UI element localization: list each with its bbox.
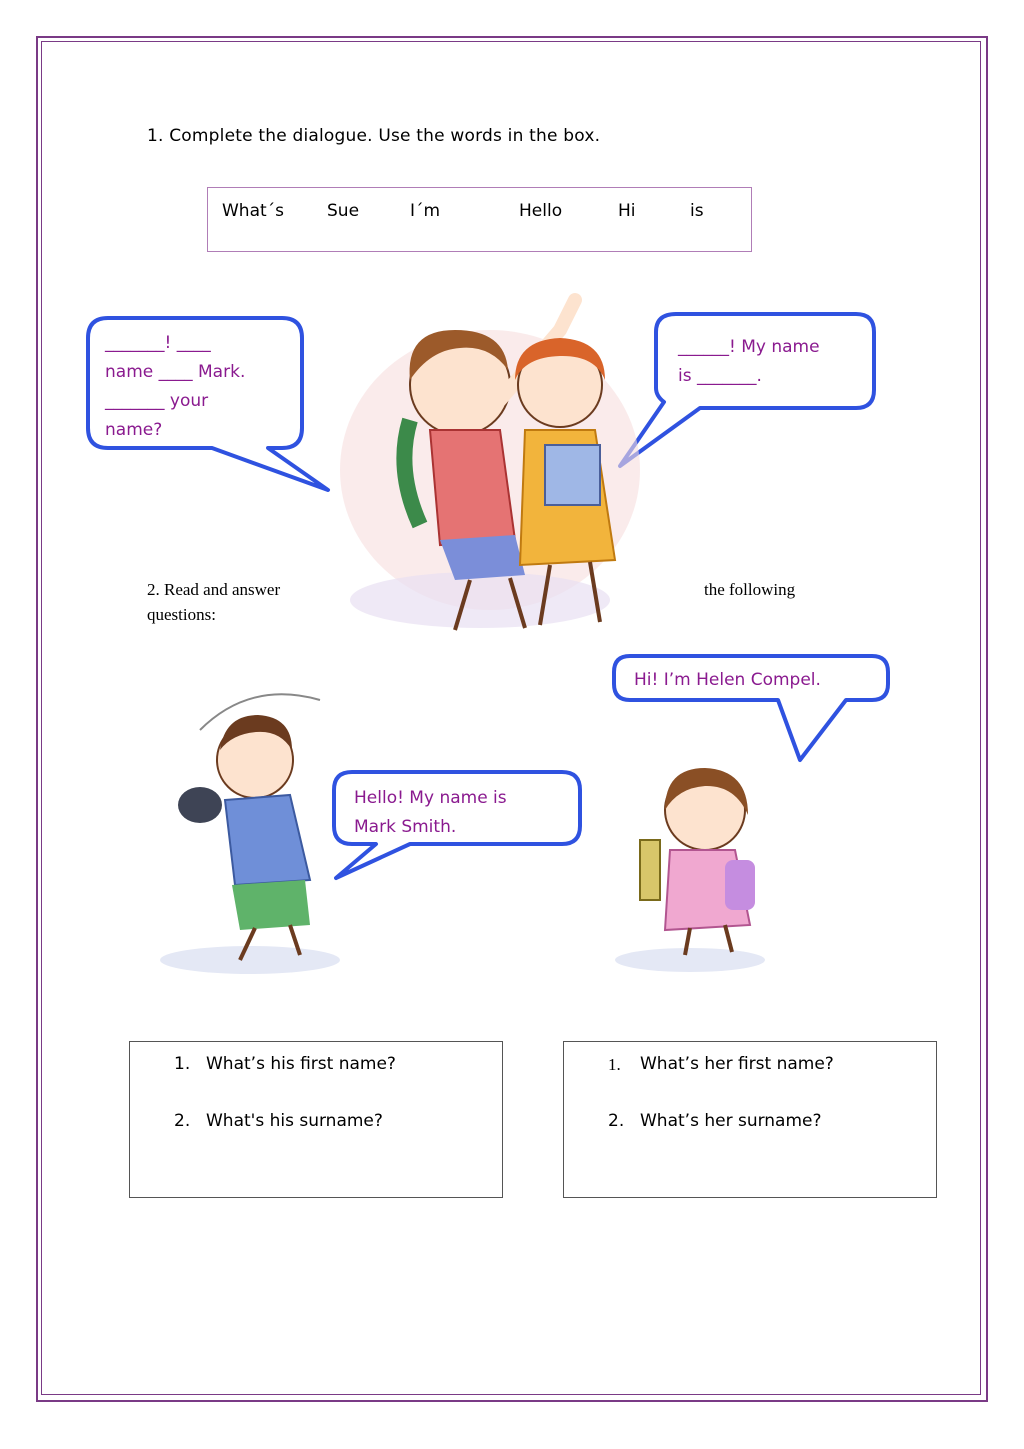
question-item: What’s her first name? — [640, 1054, 834, 1074]
question-number: 2. — [608, 1111, 625, 1131]
exercise2-instruction-right: the following — [704, 580, 796, 599]
speech-line: Hello! My name is — [354, 788, 507, 808]
speech-line: _______ your — [105, 391, 209, 411]
speech-text-sue — [678, 333, 820, 391]
speech-line: name ____ Mark. — [105, 362, 246, 382]
exercise2-instruction: 2. Read and answer — [147, 580, 281, 599]
word-box-item: I´m — [410, 201, 441, 221]
speech-text-mark — [105, 329, 245, 445]
speech-line: is _______. — [678, 366, 762, 386]
exercise1-instruction: 1. Complete the dialogue. Use the words in the box. — [147, 126, 601, 146]
word-box-item: What´s — [222, 201, 285, 221]
speech-text-mark-smith — [354, 784, 507, 842]
speech-line: _______! ____ — [105, 333, 211, 353]
question-item: What’s her surname? — [640, 1111, 822, 1131]
speech-line: ______! My name — [678, 337, 820, 357]
question-item: What's his surname? — [206, 1111, 383, 1131]
question-number: 2. — [174, 1111, 191, 1131]
word-box-item: Sue — [327, 201, 360, 221]
speech-line: Mark Smith. — [354, 817, 457, 837]
word-box-item: is — [690, 201, 704, 221]
question-item: What’s his first name? — [206, 1054, 396, 1074]
exercise2-instruction-cont: questions: — [147, 605, 216, 624]
kids-waving-illustration — [340, 300, 640, 630]
speech-text-helen: Hi! I’m Helen Compel. — [634, 670, 821, 690]
boy-with-headphones-illustration — [160, 694, 340, 974]
speech-line: name? — [105, 420, 163, 440]
girl-with-backpack-illustration — [615, 768, 765, 972]
word-box-item: Hello — [519, 201, 563, 221]
question-number: 1. — [608, 1055, 621, 1074]
question-number: 1. — [174, 1054, 191, 1074]
word-box-item: Hi — [618, 201, 636, 221]
